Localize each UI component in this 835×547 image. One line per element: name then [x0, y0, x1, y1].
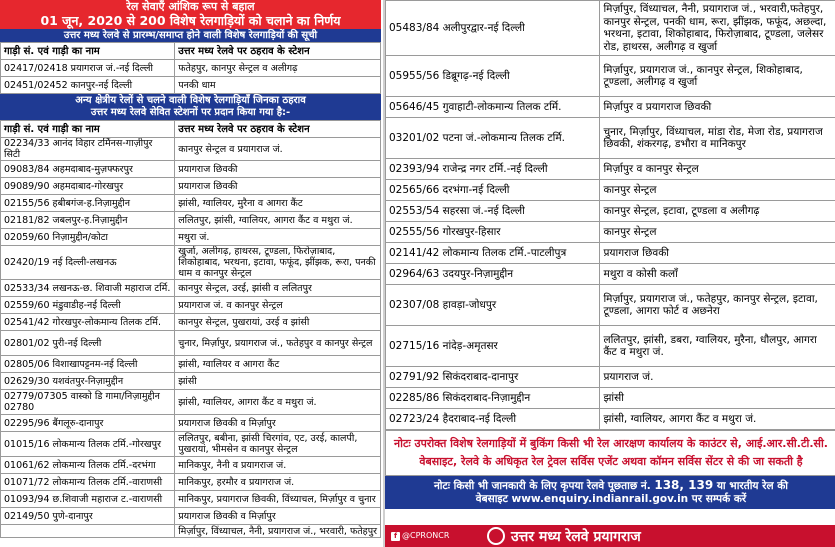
table-row	[1, 525, 381, 538]
train-cell: 02234/33 आनंद विहार टर्मिनस-गाज़ीपुर सिटी	[1, 138, 175, 161]
table-row	[386, 1, 835, 56]
stations-cell: खुर्जा, अलीगढ़, हाथरस, टूण्डला, फिरोज़ाबाद, शिकोहाबाद, भरथना, इटावा, फफूंद, झींझक, रूरा, पनकी धाम व कानपुर सेन्ट्रल	[175, 246, 381, 280]
train-cell: 02285/86 सिकंदराबाद-निज़ामुद्दीन	[386, 388, 600, 409]
table-row	[386, 264, 835, 285]
section2-title	[0, 94, 381, 120]
section2-title-line1: अन्य क्षेत्रीय रेलों से चलने वाली विशेष रेलगाड़ियाँ जिनका ठहराव	[75, 95, 306, 106]
section2-title-line2: उत्तर मध्य रेलवे सेवित स्टेशनों पर प्रदान किया गया है:-	[90, 107, 291, 118]
header-train: गाड़ी सं. एवं गाड़ी का नाम	[1, 43, 175, 60]
train-cell: 05483/84 अलीपुरद्वार-नई दिल्ली	[386, 1, 600, 56]
stations-cell: झांसी, ग्वालियर, आगरा कैंट व मथुरा जं.	[600, 409, 835, 430]
table-row	[1, 373, 381, 390]
enquiry-note-middle: या भारतीय रेल की	[716, 480, 789, 492]
train-cell: 01071/72 लोकमान्य तिलक टर्मि.-वाराणसी	[1, 474, 175, 491]
table-row	[1, 508, 381, 525]
train-cell: 02181/82 जबलपुर-ह.निज़ामुद्दीन	[1, 212, 175, 229]
table-row	[386, 97, 835, 118]
table-header-row	[1, 43, 381, 60]
train-cell: 05646/45 गुवाहाटी-लोकमान्य तिलक टर्मि.	[386, 97, 600, 118]
table-row	[1, 314, 381, 331]
stations-cell: मानिकपुर, हरमौर व प्रयागराज जं.	[175, 474, 381, 491]
train-cell: 02533/34 लखनऊ-छ. शिवाजी महाराज टर्मि.	[1, 280, 175, 297]
train-cell: 02393/94 राजेन्द्र नगर टर्मि.-नई दिल्ली	[386, 159, 600, 180]
table-row	[386, 326, 835, 367]
table-row	[386, 367, 835, 388]
stations-cell: मिर्ज़ापुर व प्रयागराज छिवकी	[600, 97, 835, 118]
stations-cell: झांसी, ग्वालियर व आगरा कैंट	[175, 356, 381, 373]
railway-logo-icon	[487, 527, 505, 545]
train-cell: 09089/90 अहमदाबाद-गोरखपुर	[1, 178, 175, 195]
stations-cell: कानपुर सेन्ट्रल व प्रयागराज जं.	[175, 138, 381, 161]
stations-cell: झांसी	[600, 388, 835, 409]
stations-cell: प्रयागराज छिवकी	[175, 161, 381, 178]
stations-cell: मानिकपुर, नैनी व प्रयागराज जं.	[175, 457, 381, 474]
train-cell: 05955/56 डिब्रूगढ़-नई दिल्ली	[386, 56, 600, 97]
social-handle-text: @CPRONCR	[402, 531, 450, 540]
enquiry-note	[385, 476, 835, 509]
enquiry-note-prefix: नोटः किसी भी जानकारी के लिए कृपया रेलवे पूछताछ नं.	[433, 480, 651, 492]
footer-logo-text: उत्तर मध्य रेलवे प्रयागराज	[511, 528, 641, 545]
train-cell: 02629/30 यशवंतपुर-निज़ामुद्दीन	[1, 373, 175, 390]
train-cell: 02805/06 विशाखापट्टनम-नई दिल्ली	[1, 356, 175, 373]
table-row	[1, 178, 381, 195]
header-stations: उत्तर मध्य रेलवे पर ठहराव के स्टेशन	[175, 43, 381, 60]
facebook-icon: f	[391, 532, 400, 541]
section2-table	[0, 120, 381, 538]
train-cell: 02149/50 पुणे-दानापुर	[1, 508, 175, 525]
stations-cell: झांसी	[175, 373, 381, 390]
train-cell: 02779/07305 वास्को डि गामा/निज़ामुद्दीन 02780	[1, 390, 175, 415]
stations-cell: ललितपुर, झांसी, डबरा, ग्वालियर, मुरैना, धौलपुर, आगरा कैंट व मथुरा जं.	[600, 326, 835, 367]
train-cell: 02559/60 मंडुवाडीह-नई दिल्ली	[1, 297, 175, 314]
table-row	[386, 409, 835, 430]
stations-cell: मिर्ज़ापुर, विंध्याचल, नैनी, प्रयागराज जं., भरवारी,फतेहपुर, कानपुर सेन्ट्रल, पनकी धाम, रूरा, झींझक, फफूंद, अछल्दा, भरथना, इटावा, शिकोहाबाद, फिरोज़ाबाद, टूण्डला, जलेसर रोड, हाथरस, अलीगढ़ व खुर्जा	[600, 1, 835, 56]
stations-cell: कानपुर सेन्ट्रल, पुखरायां, उरई व झांसी	[175, 314, 381, 331]
table-row	[1, 432, 381, 457]
train-cell: 02964/63 उदयपुर-निज़ामुद्दीन	[386, 264, 600, 285]
table-row	[1, 161, 381, 178]
stations-cell: मिर्ज़ापुर, प्रयागराज जं., फतेहपुर, कानपुर सेन्ट्रल, इटावा, टूण्डला, आगरा फोर्ट व अछनेरा	[600, 285, 835, 326]
train-cell: 02723/24 हैदराबाद-नई दिल्ली	[386, 409, 600, 430]
table-row	[1, 280, 381, 297]
table-row	[386, 243, 835, 264]
stations-cell: मिर्ज़ापुर, विंध्याचल, नैनी, प्रयागराज जं., भरवारी, फतेहपुर	[175, 525, 381, 538]
section1-title: उत्तर मध्य रेलवे से प्रारम्भ/समाप्त होने वाली विशेष रेलगाड़ियों की सूची	[0, 29, 381, 42]
train-cell: 09083/84 अहमदाबाद-मुज़फ्फरपुर	[1, 161, 175, 178]
table-row	[1, 390, 381, 415]
train-cell: 02801/02 पुरी-नई दिल्ली	[1, 331, 175, 356]
train-cell: 02451/02452 कानपुर-नई दिल्ली	[1, 77, 175, 94]
header-stations: उत्तर मध्य रेलवे पर ठहराव के स्टेशन	[175, 121, 381, 138]
stations-cell: मिर्ज़ापुर, प्रयागराज जं., कानपुर सेन्ट्रल, शिकोहाबाद, टूण्डला, अलीगढ़ व खुर्जा	[600, 56, 835, 97]
footer-bar	[385, 525, 835, 547]
table-row	[386, 388, 835, 409]
table-row	[1, 60, 381, 77]
stations-cell: मथुरा जं.	[175, 229, 381, 246]
table-row	[386, 222, 835, 243]
train-cell: 02295/96 बैंगलूरु-दानापुर	[1, 415, 175, 432]
table-row	[1, 246, 381, 280]
table-row	[1, 138, 381, 161]
train-cell: 02307/08 हावड़ा-जोधपुर	[386, 285, 600, 326]
train-cell	[1, 525, 175, 538]
header-train: गाड़ी सं. एवं गाड़ी का नाम	[1, 121, 175, 138]
stations-cell: चुनार, मिर्ज़ापुर, विंध्याचल, मांडा रोड, मेजा रोड, प्रयागराज छिवकी, शंकरगढ़, डभौरा व मानिकपुर	[600, 118, 835, 159]
stations-cell: झांसी, ग्वालियर, मुरैना व आगरा कैंट	[175, 195, 381, 212]
stations-cell: पनकी धाम	[175, 77, 381, 94]
banner-subtitle: 01 जून, 2020 से 200 विशेष रेलगाड़ियों को चलाने का निर्णय	[0, 13, 381, 29]
table-row	[1, 474, 381, 491]
stations-cell: मिर्ज़ापुर व कानपुर सेन्ट्रल	[600, 159, 835, 180]
train-cell: 02791/92 सिकंदराबाद-दानापुर	[386, 367, 600, 388]
stations-cell: प्रयागराज छिवकी	[600, 243, 835, 264]
train-cell: 01061/62 लोकमान्य तिलक टर्मि.-दरभंगा	[1, 457, 175, 474]
table-header-row	[1, 121, 381, 138]
table-row	[386, 118, 835, 159]
table-row	[386, 159, 835, 180]
banner-title: रेल सेवाएँ आंशिक रूप से बहाल	[0, 0, 381, 13]
table-row	[386, 56, 835, 97]
stations-cell: प्रयागराज छिवकी व मिर्ज़ापुर	[175, 415, 381, 432]
table-row	[1, 331, 381, 356]
table-row	[1, 77, 381, 94]
train-cell: 02541/42 गोरखपुर-लोकमान्य तिलक टर्मि.	[1, 314, 175, 331]
section1-table	[0, 42, 381, 94]
train-cell: 02059/60 निज़ामुद्दीन/कोटा	[1, 229, 175, 246]
stations-cell: ललितपुर, झांसी, ग्वालियर, आगरा कैंट व मथुरा जं.	[175, 212, 381, 229]
table-row	[386, 180, 835, 201]
stations-cell: मथुरा व कोसी कलाँ	[600, 264, 835, 285]
table-row	[1, 491, 381, 508]
social-handle	[385, 531, 481, 541]
stations-cell: प्रयागराज छिवकी	[175, 178, 381, 195]
train-cell: 02420/19 नई दिल्ली-लखनऊ	[1, 246, 175, 280]
stations-cell: झांसी, ग्वालियर, आगरा कैंट व मथुरा जं.	[175, 390, 381, 415]
train-cell: 02141/42 लोकमान्य तिलक टर्मि.-पाटलीपुत्र	[386, 243, 600, 264]
table-row	[1, 212, 381, 229]
enquiry-website-line: वेबसाइट www.enquiry.indianrail.gov.in पर सम्पर्क करें	[475, 493, 747, 505]
table-row	[386, 201, 835, 222]
stations-cell: प्रयागराज छिवकी व मिर्ज़ापुर	[175, 508, 381, 525]
train-cell: 02553/54 सहरसा जं.-नई दिल्ली	[386, 201, 600, 222]
enquiry-numbers: 138, 139	[654, 478, 714, 492]
stations-cell: कानपुर सेन्ट्रल, उरई, झांसी व ललितपुर	[175, 280, 381, 297]
table-row	[1, 415, 381, 432]
stations-cell: कानपुर सेन्ट्रल	[600, 180, 835, 201]
left-panel	[0, 0, 381, 547]
table-row	[1, 356, 381, 373]
table-row	[386, 285, 835, 326]
table-row	[1, 195, 381, 212]
stations-cell: प्रयागराज जं.	[600, 367, 835, 388]
table-row	[1, 457, 381, 474]
table-row	[1, 297, 381, 314]
train-cell: 01093/94 छ.शिवाजी महाराज ट.-वाराणसी	[1, 491, 175, 508]
stations-cell: मानिकपुर, प्रयागराज छिवकी, विंध्याचल, मिर्ज़ापुर व चुनार	[175, 491, 381, 508]
train-cell: 02565/66 दरभंगा-नई दिल्ली	[386, 180, 600, 201]
right-panel	[383, 0, 835, 547]
train-cell: 03201/02 पटना जं.-लोकमान्य तिलक टर्मि.	[386, 118, 600, 159]
train-cell: 02555/56 गोरखपुर-हिसार	[386, 222, 600, 243]
stations-cell: चुनार, मिर्ज़ापुर, प्रयागराज जं., फतेहपुर व कानपुर सेन्ट्रल	[175, 331, 381, 356]
stations-cell: कानपुर सेन्ट्रल, इटावा, टूण्डला व अलीगढ़	[600, 201, 835, 222]
train-cell: 02715/16 नांदेड़-अमृतसर	[386, 326, 600, 367]
train-cell: 01015/16 लोकमान्य तिलक टर्मि.-गोरखपुर	[1, 432, 175, 457]
stations-cell: फतेहपुर, कानपुर सेन्ट्रल व अलीगढ़	[175, 60, 381, 77]
table-row	[1, 229, 381, 246]
train-cell: 02155/56 हबीबगंज-ह.निज़ामुद्दीन	[1, 195, 175, 212]
booking-note: नोटः उपरोक्त विशेष रेलगाड़ियों में बुकिंग किसी भी रेल आरक्षण कार्यालय के काउंटर से, आई.आर.सी.टी.सी. वेबसाइट, रेलवे के अधिकृत रेल ट्रेवल सर्विस एजेंट अथवा कॉमन सर्विस सेंटर से की जा सकती है	[385, 430, 835, 476]
train-cell: 02417/02418 प्रयागराज जं.-नई दिल्ली	[1, 60, 175, 77]
right-table	[385, 0, 835, 430]
stations-cell: प्रयागराज जं. व कानपुर सेन्ट्रल	[175, 297, 381, 314]
stations-cell: ललितपुर, बबीना, झांसी चिरगांव, एट, उरई, कालपी, पुखरायां, भीमसेन व कानपुर सेन्ट्रल	[175, 432, 381, 457]
stations-cell: कानपुर सेन्ट्रल	[600, 222, 835, 243]
